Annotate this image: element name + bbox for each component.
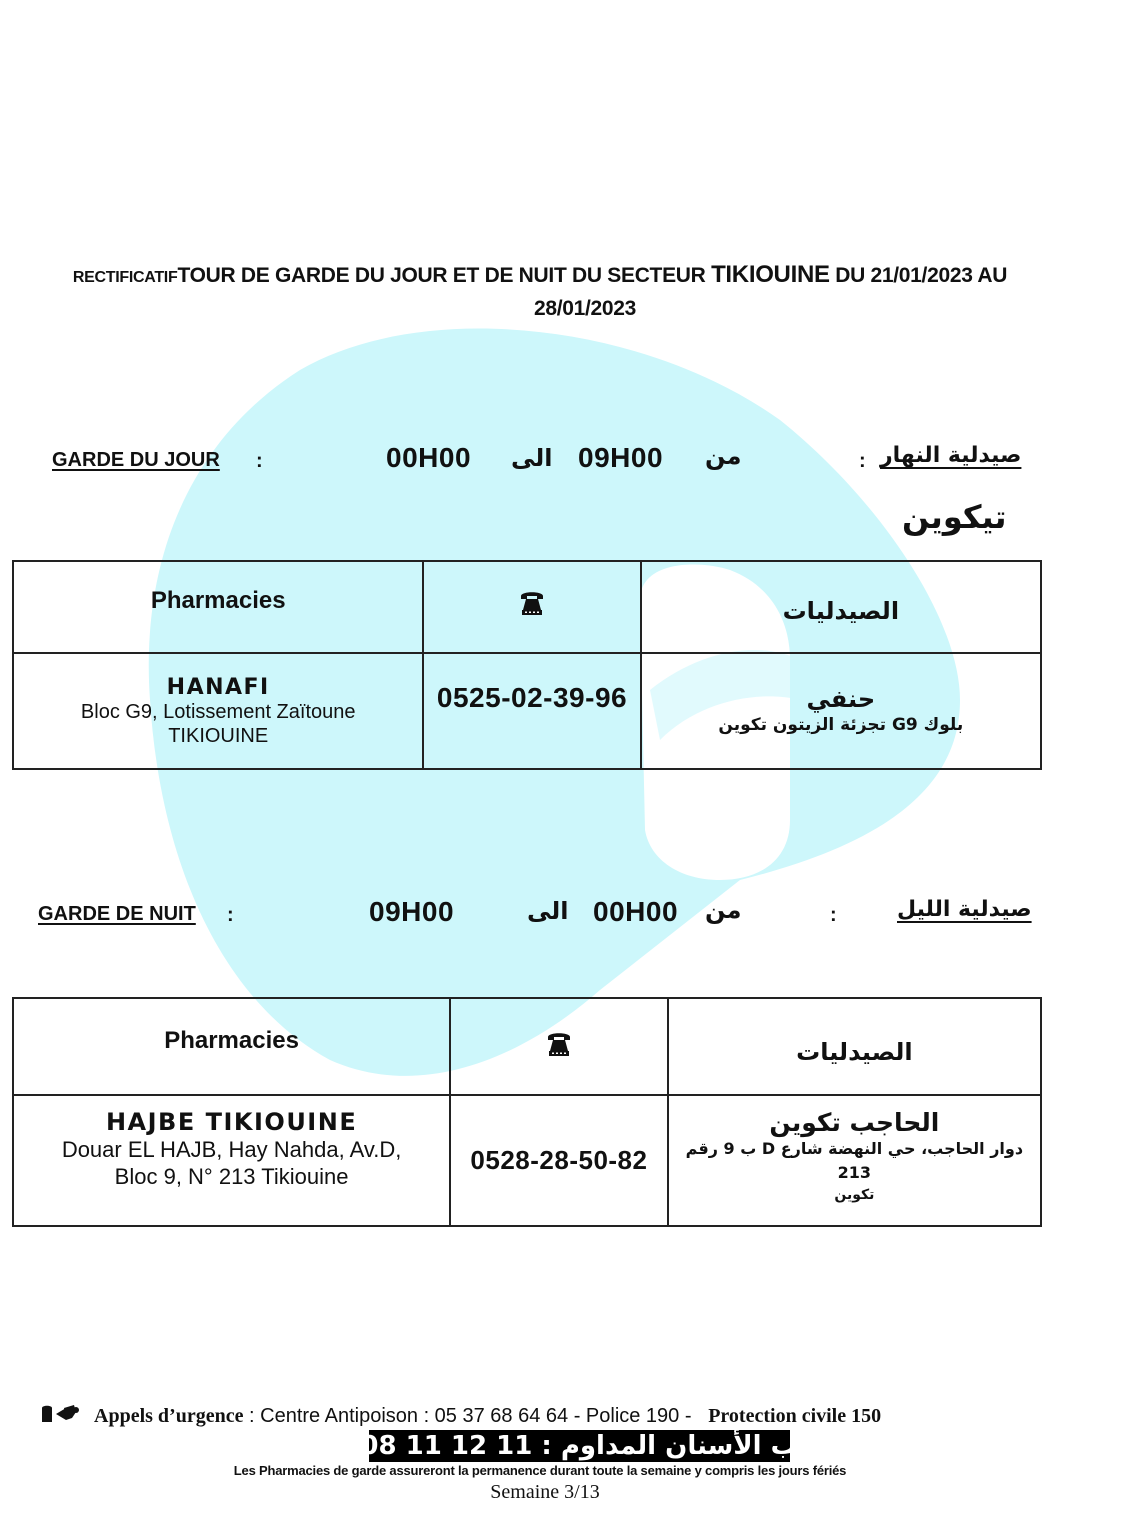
emergency-label: Appels d’urgence xyxy=(94,1405,244,1427)
dentist-on-duty-banner xyxy=(315,1430,844,1462)
night-shift-time-from: 00H00 xyxy=(593,896,679,927)
pharmacy-name-ar: الحاجب تكوين xyxy=(769,1108,940,1137)
phone-megaphone-icon xyxy=(40,1404,84,1424)
title-prefix: RECTIFICATIF xyxy=(72,269,178,286)
pharmacy-phone[interactable]: 0528-28-50-82 xyxy=(470,1145,648,1175)
day-pharmacy-table xyxy=(12,560,1042,770)
header-pharmacies-fr xyxy=(13,998,450,1095)
pharmacy-cell-ar xyxy=(641,653,1041,769)
pharmacy-cell-fr xyxy=(13,1095,450,1226)
day-shift-time-to: 00H00 xyxy=(386,442,472,473)
night-shift-colon-ar: : xyxy=(830,904,837,926)
header-pharmacies-ar-text: الصيدليات xyxy=(796,1037,913,1066)
header-pharmacies-ar xyxy=(641,561,1041,653)
emergency-antipoison-police: Centre Antipoison : 05 37 68 64 64 - Police 190 - xyxy=(260,1405,692,1427)
header-pharmacies-ar xyxy=(668,998,1041,1095)
pharmacy-address-ar: بلوك G9 تجزئة الزيتون تكوين xyxy=(718,715,964,735)
header-pharmacies-ar-text: الصيدليات xyxy=(782,597,900,625)
night-shift-label-ar: صيدلية الليل xyxy=(897,897,1032,922)
header-pharmacies-fr-text: Pharmacies xyxy=(164,1027,299,1054)
header-pharmacies-fr xyxy=(13,561,423,653)
night-shift-label: GARDE DE NUIT xyxy=(38,903,196,925)
table-row xyxy=(13,1095,1041,1226)
pharmacy-phone[interactable]: 0525-02-39-96 xyxy=(436,682,628,713)
pharmacy-phone-cell xyxy=(450,1095,668,1226)
day-shift-word-to: الى xyxy=(511,444,553,472)
telephone-icon xyxy=(519,588,545,616)
day-shift-time-from: 09H00 xyxy=(578,442,664,473)
pharmacy-name-fr: HANAFI xyxy=(166,674,270,700)
night-pharmacy-table xyxy=(12,997,1042,1227)
title-dates-part1: DU 21/01/2023 AU xyxy=(829,264,1008,287)
day-shift-colon-ar: : xyxy=(859,450,866,472)
day-shift-city-ar: تيكوين xyxy=(902,498,1007,536)
night-shift-colon: : xyxy=(227,904,234,926)
pharmacy-cell-ar xyxy=(668,1095,1041,1226)
pharmacy-address-ar-line1: دوار الحاجب، حي النهضة شارع D ب 9 رقم 213 xyxy=(685,1139,1024,1182)
header-phone xyxy=(450,998,668,1095)
title-sector: TIKIOUINE xyxy=(711,261,830,288)
pharmacy-address-ar-line2: تكوين xyxy=(834,1187,875,1203)
table-row xyxy=(13,653,1041,769)
title-main: TOUR DE GARDE DU JOUR ET DE NUIT DU SECTEUR xyxy=(177,264,712,287)
table-header-row xyxy=(13,998,1041,1095)
emergency-separator: : xyxy=(243,1405,261,1427)
header-phone xyxy=(423,561,640,653)
permanence-note: Les Pharmacies de garde assureront la permanence durant toute la semaine y compris les jours fériés xyxy=(233,1463,847,1478)
emergency-civil-protection: Protection civile 150 xyxy=(708,1405,882,1427)
night-shift-word-from: من xyxy=(705,896,742,924)
day-shift-colon: : xyxy=(256,450,263,472)
pharmacy-address-fr-line1: Douar EL HAJB, Hay Nahda, Av.D, xyxy=(61,1137,402,1162)
table-header-row xyxy=(13,561,1041,653)
day-shift-label: GARDE DU JOUR xyxy=(52,449,220,471)
pharmacy-address-fr-line1: Bloc G9, Lotissement Zaïtoune xyxy=(80,700,356,723)
pharmacy-phone-cell xyxy=(423,653,640,769)
pharmacy-address-fr-line2: TIKIOUINE xyxy=(168,724,269,747)
pharmacy-cell-fr xyxy=(13,653,423,769)
week-number: Semaine 3/13 xyxy=(490,1481,600,1503)
document-title xyxy=(0,261,1080,289)
telephone-icon xyxy=(546,1029,572,1057)
pharmacy-name-ar: حنفي xyxy=(806,685,876,713)
pharmacy-address-fr-line2: Bloc 9, N° 213 Tikiouine xyxy=(114,1164,349,1189)
pharmacy-name-fr: HAJBE TIKIOUINE xyxy=(105,1108,358,1136)
night-shift-word-to: الى xyxy=(527,897,569,925)
emergency-calls-line xyxy=(40,1404,1040,1428)
day-shift-label-ar: صيدلية النهار xyxy=(880,443,1022,468)
header-pharmacies-fr-text: Pharmacies xyxy=(150,587,286,614)
night-shift-time-to: 09H00 xyxy=(369,896,455,927)
title-dates-line2: 28/01/2023 xyxy=(533,297,637,320)
dentist-on-duty-text: طبيب الأسنان المداوم : 11 12 11 08 06 xyxy=(315,1431,844,1461)
day-shift-word-from: من xyxy=(705,442,742,470)
